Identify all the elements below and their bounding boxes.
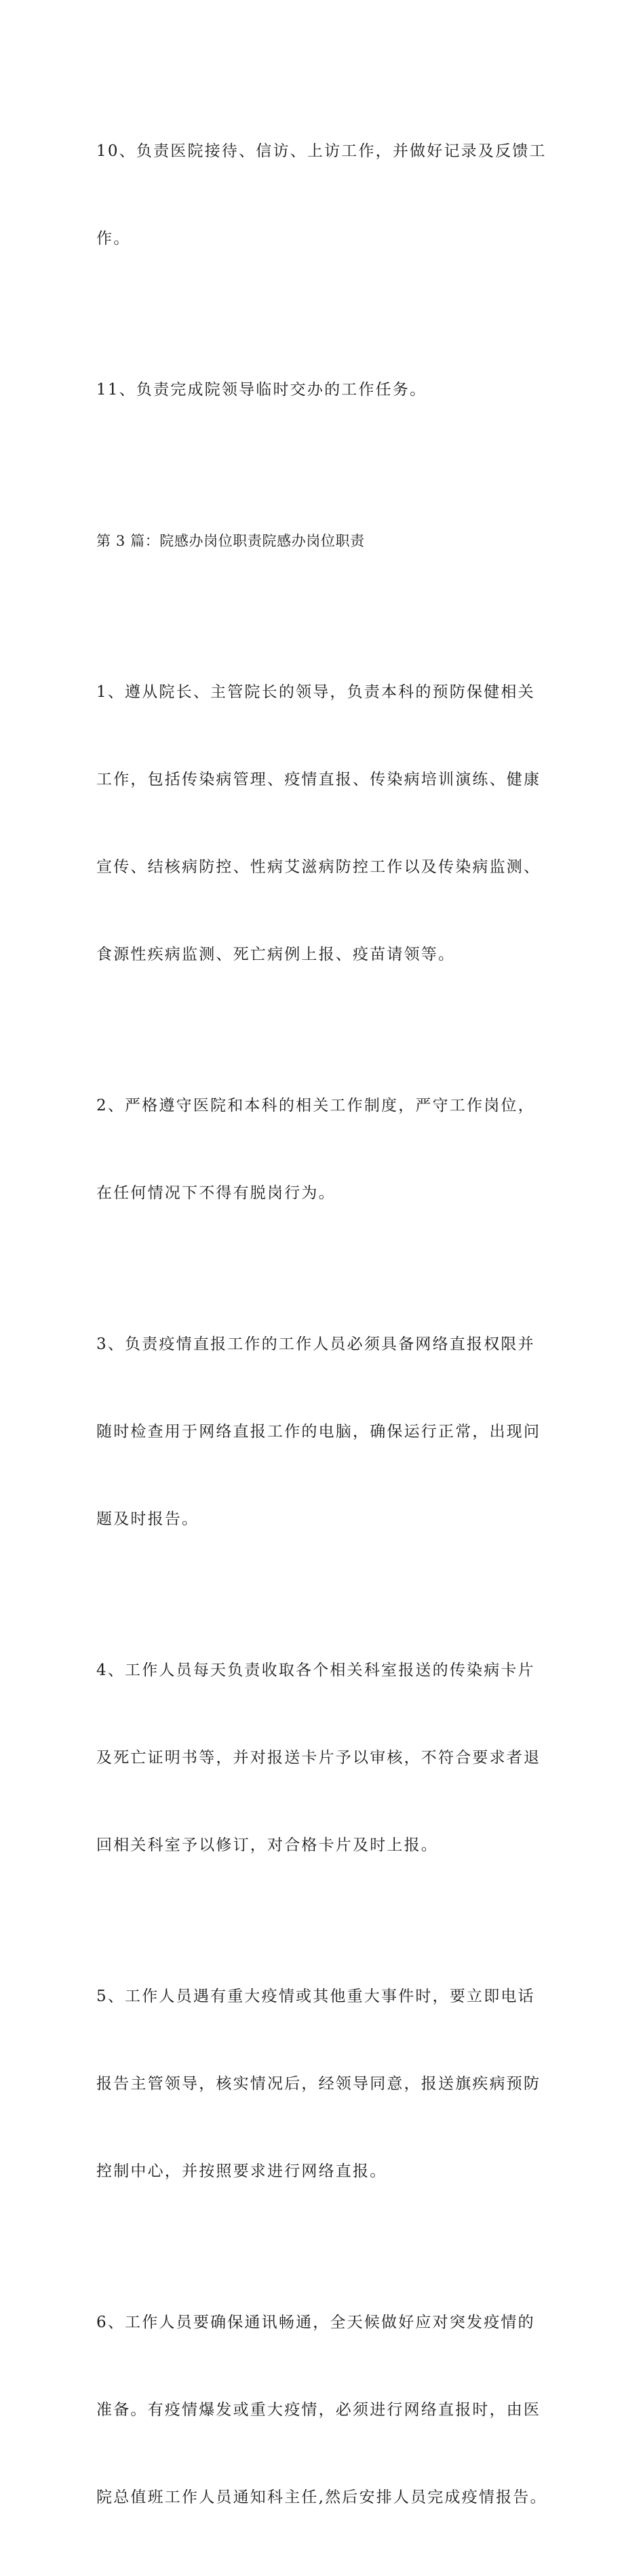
text-line: 准备。有疫情爆发或重大疫情，必须进行网络直报时，由医 — [96, 2401, 541, 2419]
text-line: 报告主管领导，核实情况后，经领导同意，报送旗疾病预防 — [96, 2075, 541, 2093]
text-line: 5、工作人员遇有重大疫情或其他重大事件时，要立即电话 — [96, 1988, 535, 2005]
text-line: 6、工作人员要确保通讯畅通，全天候做好应对突发疫情的 — [96, 2314, 535, 2331]
text-line: 食源性疾病监测、死亡病例上报、疫苗请领等。 — [96, 946, 456, 963]
text-line: 控制中心，并按照要求进行网络直报。 — [96, 2162, 387, 2180]
text-line: 在任何情况下不得有脱岗行为。 — [96, 1184, 336, 1202]
text-line: 宣传、结核病防控、性病艾滋病防控工作以及传染病监测、 — [96, 858, 541, 876]
paragraph-item-2 — [96, 1033, 544, 1266]
paragraph-item-11 — [96, 317, 544, 463]
text-line: 院总值班工作人员通知科主任,然后安排人员完成疫情报告。 — [96, 2489, 547, 2506]
text-line: 题及时报告。 — [96, 1510, 199, 1528]
text-line: 作。 — [96, 230, 131, 247]
text-line: 4、工作人员每天负责收取各个相关科室报送的传染病卡片 — [96, 1662, 535, 1679]
text-line: 1、遵从院长、主管院长的领导，负责本科的预防保健相关 — [96, 683, 535, 701]
paragraph-item-4 — [96, 1598, 544, 1918]
section-heading — [96, 468, 544, 614]
document-page — [96, 79, 547, 2576]
text-line: 3、负责疫情直报工作的工作人员必须具备网络直报权限并 — [96, 1335, 535, 1353]
text-line: 2、严格遵守医院和本科的相关工作制度，严守工作岗位， — [96, 1097, 535, 1114]
heading-text: 第 3 篇：院感办岗位职责院感办岗位职责 — [96, 533, 365, 549]
text-line: 11、负责完成院领导临时交办的工作任务。 — [96, 381, 427, 399]
paragraph-item-6 — [96, 2250, 547, 2571]
paragraph-item-10 — [96, 79, 547, 312]
text-line: 随时检查用于网络直报工作的电脑，确保运行正常，出现问 — [96, 1423, 541, 1441]
paragraph-item-1 — [96, 620, 544, 1028]
text-line: 回相关科室予以修订，对合格卡片及时上报。 — [96, 1836, 438, 1854]
paragraph-item-5 — [96, 1924, 544, 2245]
text-line: 工作，包括传染病管理、疫情直报、传染病培训演练、健康 — [96, 771, 541, 788]
text-line: 10、负责医院接待、信访、上访工作，并做好记录及反馈工 — [96, 142, 547, 160]
paragraph-item-3 — [96, 1272, 544, 1592]
text-line: 及死亡证明书等，并对报送卡片予以审核，不符合要求者退 — [96, 1749, 541, 1767]
